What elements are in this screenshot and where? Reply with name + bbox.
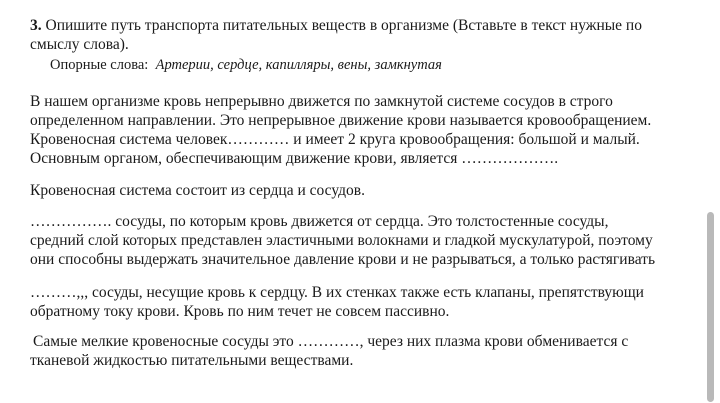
paragraph-3-line-2: средний слой которых представлен эластичными волокнами и гладкой мускулатурой, поэтому xyxy=(30,232,653,249)
paragraph-1-line-2: определенном направлении. Это непрерывное движение крови называется кровообращением. xyxy=(30,112,652,129)
vertical-scrollbar[interactable] xyxy=(707,212,714,402)
paragraph-4-line-1: ………,,, сосуды, несущие кровь к сердцу. В их стенках также есть клапаны, препятствующи xyxy=(30,284,644,301)
paragraph-1-line-1: В нашем организме кровь непрерывно движется по замкнутой системе сосудов в строго xyxy=(30,93,613,110)
task-number: 3. xyxy=(30,17,42,34)
keywords-list: Артерии, сердце, капилляры, вены, замкнутая xyxy=(155,57,442,73)
paragraph-1-line-3: Кровеносная система человек………… и имеет 2 круга кровообращения: большой и малый. xyxy=(30,131,640,148)
task-title-continued: смыслу слова). xyxy=(30,36,129,53)
paragraph-2: Кровеносная система состоит из сердца и сосудов. xyxy=(30,182,365,199)
paragraph-5-line-1: Самые мелкие кровеносные сосуды это …………, через них плазма крови обменивается с xyxy=(33,333,629,350)
paragraph-4-line-2: обратному току крови. Кровь по ним течет не совсем пассивно. xyxy=(30,303,450,320)
task-title xyxy=(30,17,642,35)
keywords-line xyxy=(50,56,442,74)
paragraph-3-line-1: ……………. сосуды, по которым кровь движется от сердца. Это толстостенные сосуды, xyxy=(30,213,609,230)
paragraph-1-line-4: Основным органом, обеспечивающим движение крови, является ………………. xyxy=(30,150,559,167)
keywords-label: Опорные слова: xyxy=(50,57,149,73)
task-title-text: Опишите путь транспорта питательных веществ в организме (Вставьте в текст нужные по xyxy=(45,17,642,34)
paragraph-5-line-2: тканевой жидкостью питательными веществами. xyxy=(30,352,354,369)
paragraph-3-line-3: они способны выдержать значительное давление крови и не разрываться, а только растягивать xyxy=(30,251,656,268)
